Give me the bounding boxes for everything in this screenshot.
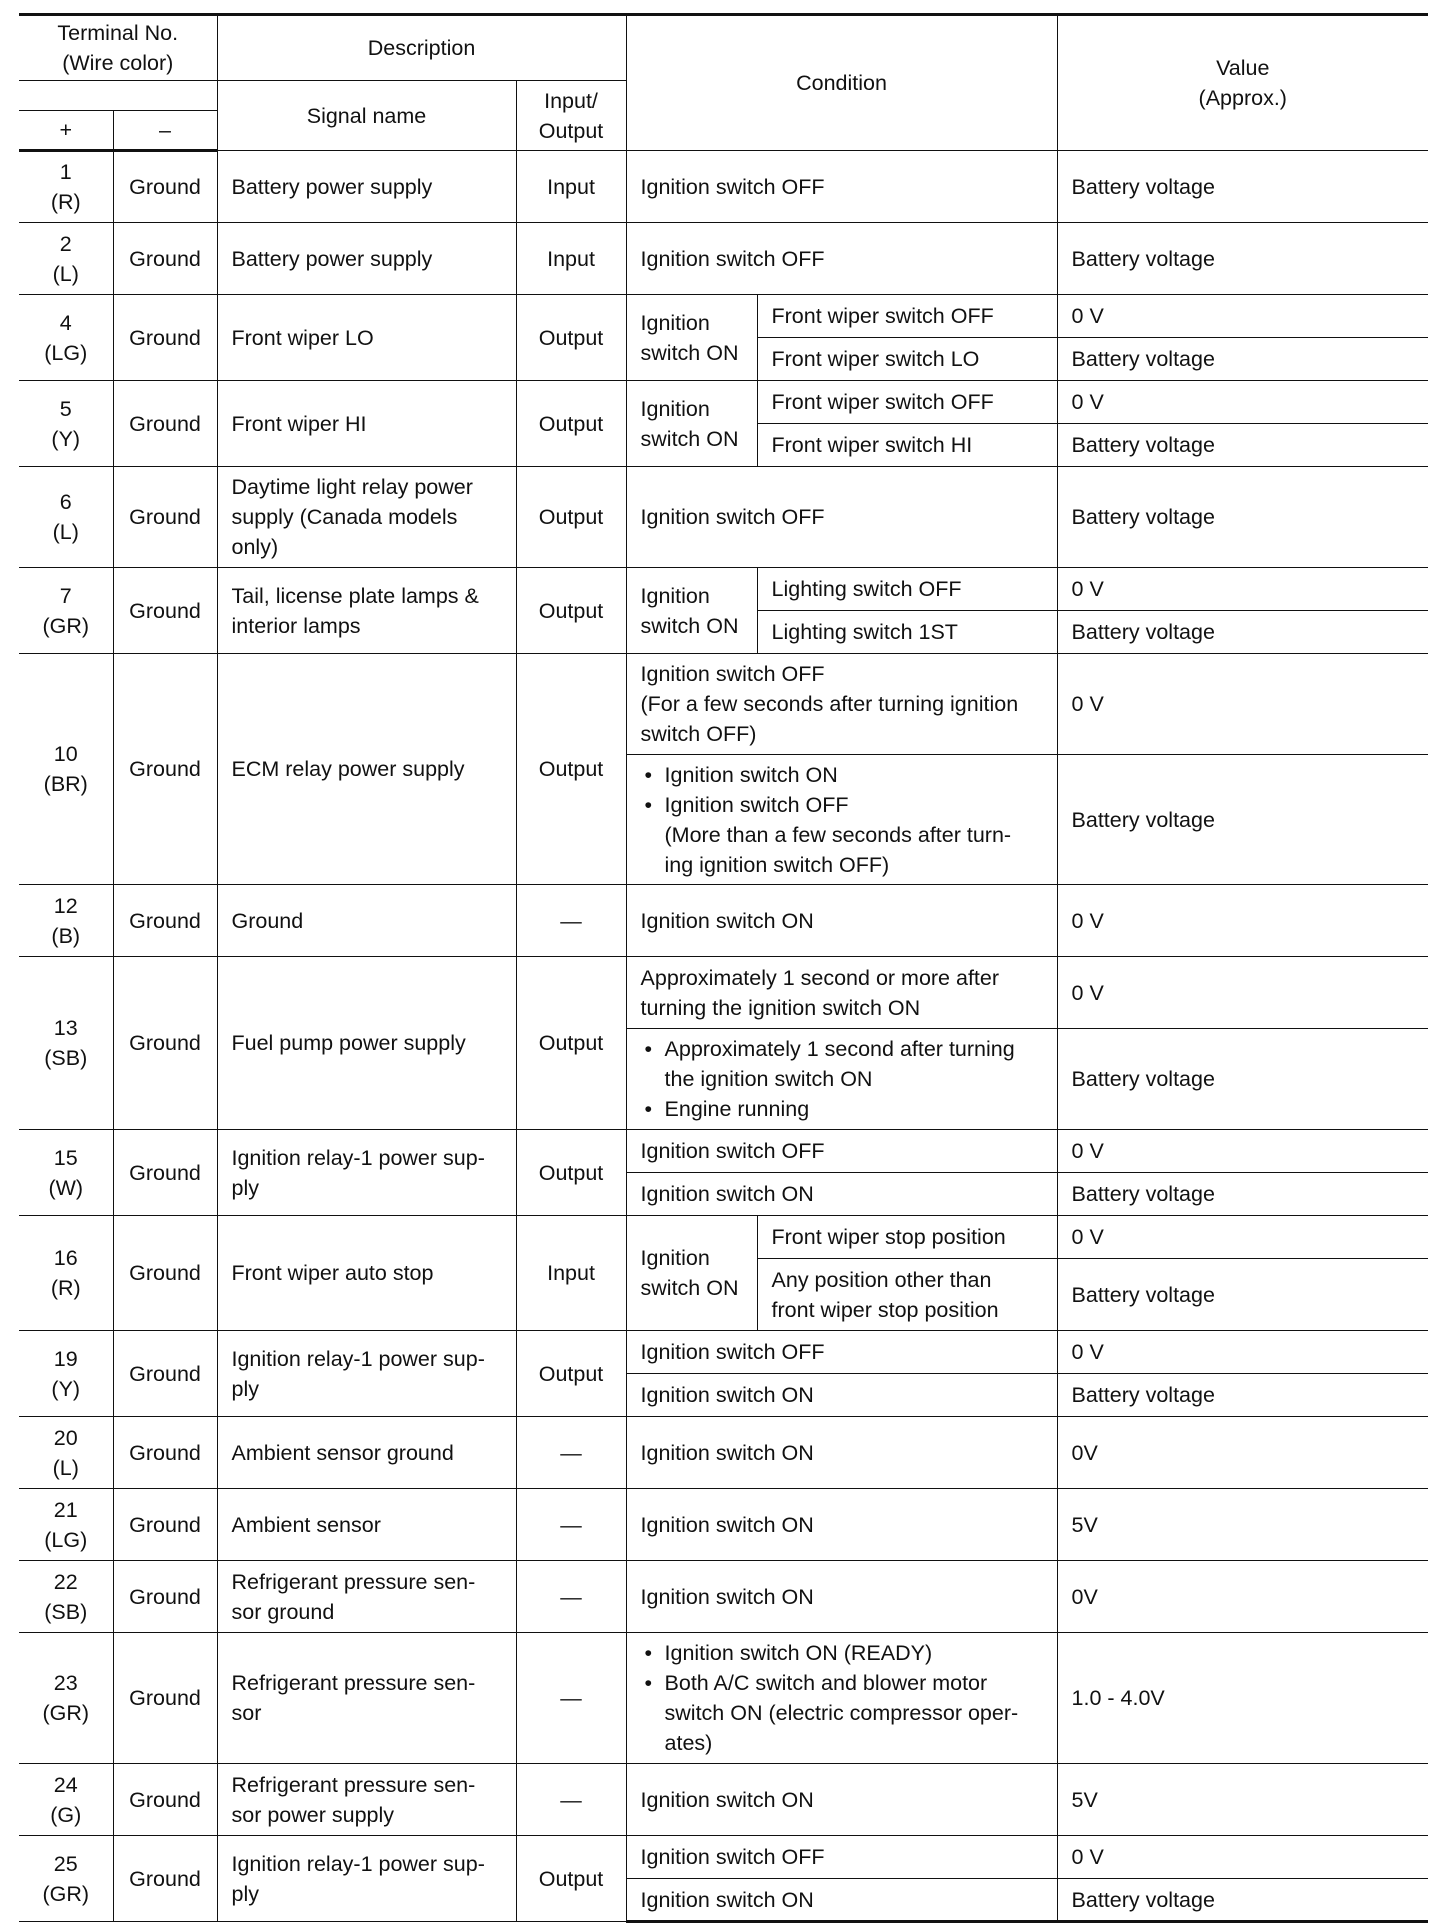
signal-name-cell: Ground: [217, 885, 516, 957]
signal-name-cell: Refrigerant pressure sen- sor power supply: [217, 1764, 516, 1836]
ground-cell: Ground: [113, 654, 217, 885]
io-cell: —: [516, 1417, 626, 1489]
terminal-cell: 12 (B): [19, 885, 113, 957]
terminal-cell: 23 (GR): [19, 1633, 113, 1764]
terminal-cell: 5 (Y): [19, 381, 113, 467]
condition-group-cell: Ignition switch ON: [626, 568, 757, 654]
value-cell: 0 V: [1057, 885, 1428, 957]
terminal-cell: 13 (SB): [19, 957, 113, 1130]
ground-cell: Ground: [113, 1633, 217, 1764]
wire-color-header-gap: [19, 81, 217, 111]
condition-cell: Lighting switch OFF: [757, 568, 1057, 611]
value-cell: 0 V: [1057, 1130, 1428, 1173]
signal-name-cell: Refrigerant pressure sen- sor: [217, 1633, 516, 1764]
condition-cell: Ignition switch ON: [626, 1374, 1057, 1417]
value-cell: Battery voltage: [1057, 1879, 1428, 1922]
table-row: [19, 1836, 1428, 1879]
io-cell: Input: [516, 1216, 626, 1331]
ground-cell: Ground: [113, 1561, 217, 1633]
terminal-cell: 1 (R): [19, 151, 113, 223]
ground-cell: Ground: [113, 1764, 217, 1836]
ground-cell: Ground: [113, 1216, 217, 1331]
ground-cell: Ground: [113, 568, 217, 654]
table-row: [19, 295, 1428, 338]
description-header: Description: [217, 15, 626, 81]
terminal-cell: 19 (Y): [19, 1331, 113, 1417]
table-row: [19, 1633, 1428, 1764]
io-cell: Output: [516, 1130, 626, 1216]
signal-name-cell: Battery power supply: [217, 223, 516, 295]
bullet-item: • Ignition switch ON: [641, 760, 1043, 790]
terminal-cell: 7 (GR): [19, 568, 113, 654]
value-cell: 0 V: [1057, 1331, 1428, 1374]
condition-cell: [626, 1029, 1057, 1130]
ground-cell: Ground: [113, 885, 217, 957]
condition-cell: Lighting switch 1ST: [757, 611, 1057, 654]
ground-cell: Ground: [113, 1331, 217, 1417]
value-cell: 0 V: [1057, 1836, 1428, 1879]
terminal-cell: 10 (BR): [19, 654, 113, 885]
signal-name-header: Signal name: [217, 81, 516, 151]
condition-cell: [626, 1633, 1057, 1764]
terminal-cell: 4 (LG): [19, 295, 113, 381]
table-row: [19, 568, 1428, 611]
signal-name-cell: Front wiper LO: [217, 295, 516, 381]
value-cell: Battery voltage: [1057, 223, 1428, 295]
table-row: [19, 1216, 1428, 1259]
signal-name-cell: Refrigerant pressure sen- sor ground: [217, 1561, 516, 1633]
condition-group-cell: Ignition switch ON: [626, 295, 757, 381]
io-cell: —: [516, 885, 626, 957]
value-cell: 0 V: [1057, 1216, 1428, 1259]
condition-cell: Ignition switch OFF: [626, 223, 1057, 295]
io-cell: Output: [516, 957, 626, 1130]
value-cell: Battery voltage: [1057, 1259, 1428, 1331]
bullet-item: • Approximately 1 second after turning the ignition switch ON: [641, 1034, 1043, 1094]
condition-cell: Ignition switch ON: [626, 885, 1057, 957]
condition-header: Condition: [626, 15, 1057, 151]
value-cell: Battery voltage: [1057, 1029, 1428, 1130]
terminal-cell: 20 (L): [19, 1417, 113, 1489]
signal-name-cell: Front wiper HI: [217, 381, 516, 467]
terminal-cell: 25 (GR): [19, 1836, 113, 1922]
signal-name-cell: Ambient sensor ground: [217, 1417, 516, 1489]
table-row: [19, 885, 1428, 957]
condition-cell: Ignition switch ON: [626, 1879, 1057, 1922]
table-header: [19, 15, 1428, 151]
table-row: [19, 1130, 1428, 1173]
condition-cell: [626, 755, 1057, 885]
value-cell: 0 V: [1057, 957, 1428, 1029]
value-cell: 1.0 - 4.0V: [1057, 1633, 1428, 1764]
value-cell: Battery voltage: [1057, 611, 1428, 654]
value-cell: Battery voltage: [1057, 1173, 1428, 1216]
ground-cell: Ground: [113, 1130, 217, 1216]
condition-cell: Ignition switch ON: [626, 1417, 1057, 1489]
bullet-item: • Ignition switch ON (READY): [641, 1638, 1043, 1668]
condition-cell: Ignition switch ON: [626, 1173, 1057, 1216]
io-cell: —: [516, 1561, 626, 1633]
value-cell: Battery voltage: [1057, 467, 1428, 568]
ground-cell: Ground: [113, 467, 217, 568]
condition-cell: Approximately 1 second or more after turning the ignition switch ON: [626, 957, 1057, 1029]
plus-header: +: [19, 111, 113, 151]
table-row: [19, 151, 1428, 223]
table-row: [19, 381, 1428, 424]
io-cell: —: [516, 1489, 626, 1561]
terminal-spec-table: [19, 13, 1428, 1923]
ground-cell: Ground: [113, 151, 217, 223]
bullet-item: • Both A/C switch and blower motor switch ON (electric compressor oper- ates): [641, 1668, 1043, 1758]
condition-cell: Ignition switch OFF: [626, 151, 1057, 223]
terminal-cell: 22 (SB): [19, 1561, 113, 1633]
table-row: [19, 957, 1428, 1029]
condition-cell: Ignition switch ON: [626, 1489, 1057, 1561]
condition-cell: Ignition switch OFF: [626, 1130, 1057, 1173]
value-cell: Battery voltage: [1057, 338, 1428, 381]
table-row: [19, 223, 1428, 295]
value-cell: Battery voltage: [1057, 1374, 1428, 1417]
io-cell: Output: [516, 654, 626, 885]
io-header: Input/ Output: [516, 81, 626, 151]
io-cell: Input: [516, 151, 626, 223]
condition-group-cell: Ignition switch ON: [626, 1216, 757, 1331]
signal-name-cell: Ignition relay-1 power sup- ply: [217, 1130, 516, 1216]
table-row: [19, 1764, 1428, 1836]
io-cell: —: [516, 1633, 626, 1764]
ground-cell: Ground: [113, 381, 217, 467]
table-row: [19, 1561, 1428, 1633]
signal-name-cell: Front wiper auto stop: [217, 1216, 516, 1331]
terminal-cell: 6 (L): [19, 467, 113, 568]
signal-name-cell: ECM relay power supply: [217, 654, 516, 885]
terminal-no-header: Terminal No. (Wire color): [19, 15, 217, 81]
value-header: Value (Approx.): [1057, 15, 1428, 151]
condition-cell: Ignition switch OFF: [626, 1331, 1057, 1374]
ground-cell: Ground: [113, 957, 217, 1130]
value-cell: Battery voltage: [1057, 424, 1428, 467]
io-cell: Output: [516, 467, 626, 568]
signal-name-cell: Daytime light relay power supply (Canada models only): [217, 467, 516, 568]
io-cell: Output: [516, 381, 626, 467]
condition-cell: Front wiper switch LO: [757, 338, 1057, 381]
ground-cell: Ground: [113, 1417, 217, 1489]
value-cell: 0V: [1057, 1417, 1428, 1489]
value-cell: 0V: [1057, 1561, 1428, 1633]
bullet-item: • Engine running: [641, 1094, 1043, 1124]
table-row: [19, 654, 1428, 755]
value-cell: Battery voltage: [1057, 755, 1428, 885]
value-cell: 0 V: [1057, 654, 1428, 755]
io-cell: Output: [516, 295, 626, 381]
value-cell: 0 V: [1057, 295, 1428, 338]
bullet-item: • Ignition switch OFF (More than a few seconds after turn- ing ignition switch OFF): [641, 790, 1043, 880]
condition-cell: Ignition switch OFF (For a few seconds after turning ignition switch OFF): [626, 654, 1057, 755]
condition-cell: Front wiper switch OFF: [757, 381, 1057, 424]
signal-name-cell: Fuel pump power supply: [217, 957, 516, 1130]
condition-cell: Ignition switch OFF: [626, 467, 1057, 568]
value-cell: 0 V: [1057, 381, 1428, 424]
io-cell: —: [516, 1764, 626, 1836]
value-cell: Battery voltage: [1057, 151, 1428, 223]
condition-cell: Ignition switch ON: [626, 1561, 1057, 1633]
table-row: [19, 1331, 1428, 1374]
condition-group-cell: Ignition switch ON: [626, 381, 757, 467]
signal-name-cell: Ignition relay-1 power sup- ply: [217, 1836, 516, 1922]
ground-cell: Ground: [113, 1836, 217, 1922]
io-cell: Output: [516, 568, 626, 654]
value-cell: 5V: [1057, 1764, 1428, 1836]
terminal-cell: 16 (R): [19, 1216, 113, 1331]
ground-cell: Ground: [113, 1489, 217, 1561]
ground-cell: Ground: [113, 223, 217, 295]
signal-name-cell: Ignition relay-1 power sup- ply: [217, 1331, 516, 1417]
minus-header: –: [113, 111, 217, 151]
io-cell: Input: [516, 223, 626, 295]
table-row: [19, 1489, 1428, 1561]
signal-name-cell: Ambient sensor: [217, 1489, 516, 1561]
value-cell: 5V: [1057, 1489, 1428, 1561]
condition-cell: Front wiper switch HI: [757, 424, 1057, 467]
io-cell: Output: [516, 1836, 626, 1922]
condition-cell: Front wiper stop position: [757, 1216, 1057, 1259]
condition-cell: Ignition switch OFF: [626, 1836, 1057, 1879]
condition-cell: Front wiper switch OFF: [757, 295, 1057, 338]
terminal-cell: 15 (W): [19, 1130, 113, 1216]
terminal-cell: 2 (L): [19, 223, 113, 295]
condition-cell: Any position other than front wiper stop position: [757, 1259, 1057, 1331]
terminal-cell: 21 (LG): [19, 1489, 113, 1561]
signal-name-cell: Battery power supply: [217, 151, 516, 223]
terminal-cell: 24 (G): [19, 1764, 113, 1836]
table-row: [19, 467, 1428, 568]
condition-cell: Ignition switch ON: [626, 1764, 1057, 1836]
signal-name-cell: Tail, license plate lamps & interior lamps: [217, 568, 516, 654]
table-row: [19, 1417, 1428, 1489]
value-cell: 0 V: [1057, 568, 1428, 611]
io-cell: Output: [516, 1331, 626, 1417]
ground-cell: Ground: [113, 295, 217, 381]
